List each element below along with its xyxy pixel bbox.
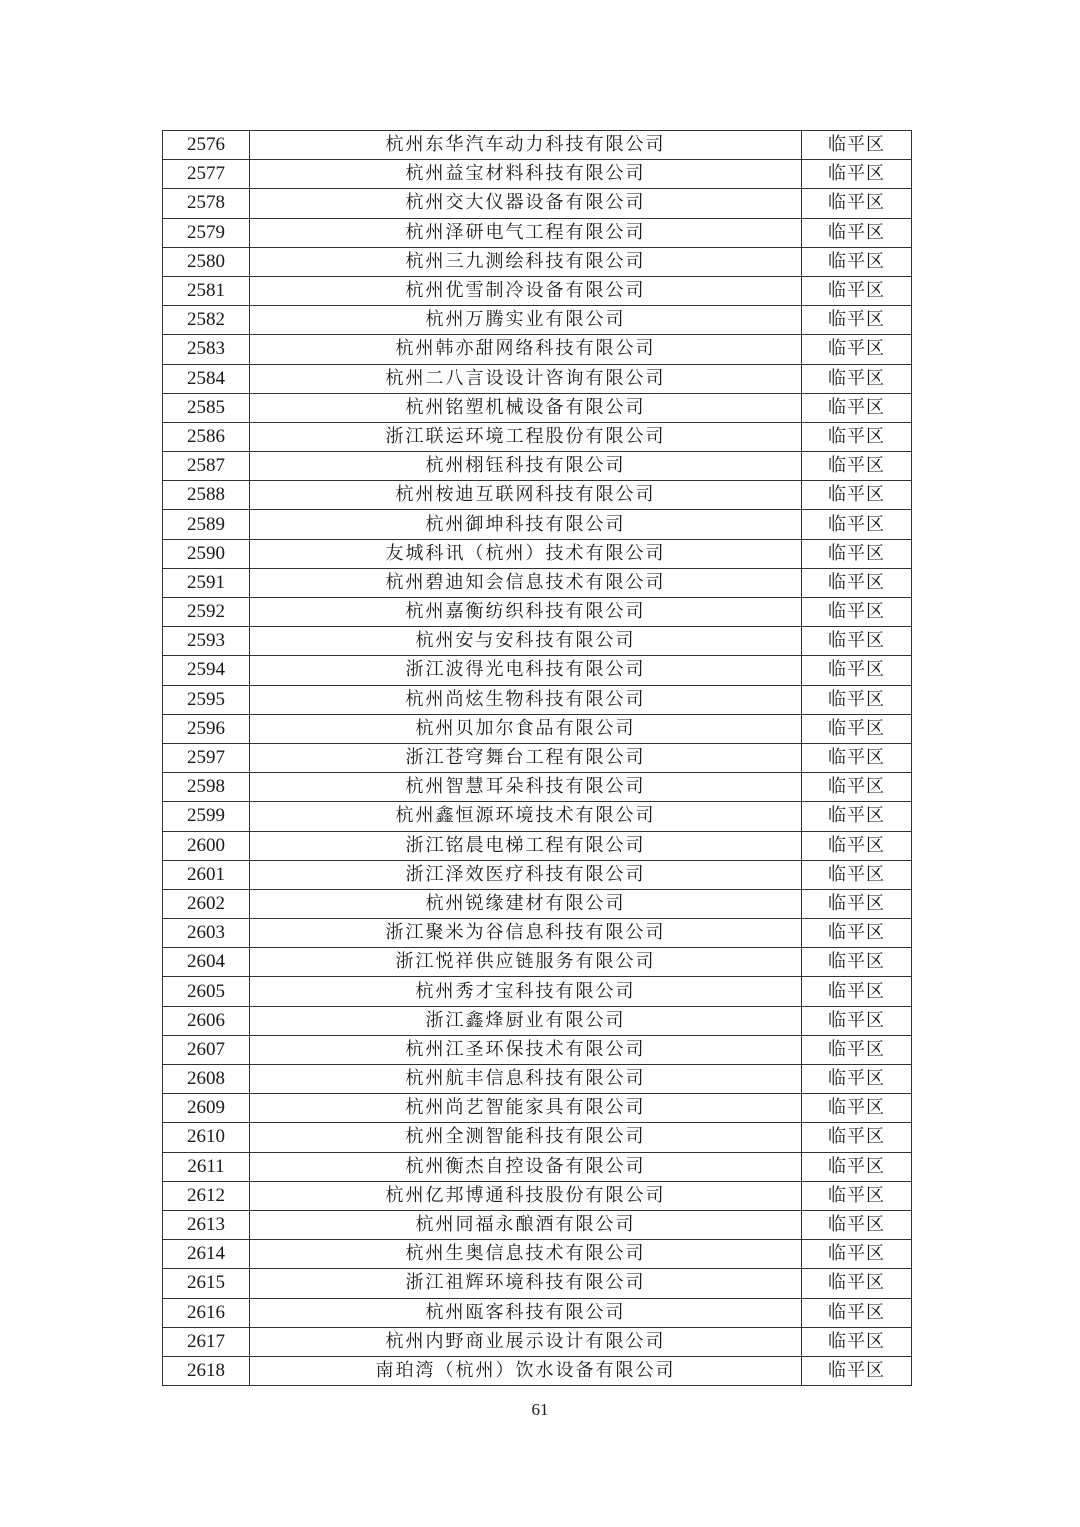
- table-row: [163, 1181, 912, 1210]
- table-row: [163, 1210, 912, 1239]
- district-name: 临平区: [802, 1065, 912, 1094]
- row-number: 2604: [163, 948, 250, 977]
- company-name: 杭州航丰信息科技有限公司: [250, 1065, 802, 1094]
- row-number: 2596: [163, 714, 250, 743]
- table-row: [163, 452, 912, 481]
- company-name: 杭州鑫恒源环境技术有限公司: [250, 802, 802, 831]
- district-name: 临平区: [802, 919, 912, 948]
- table-row: [163, 306, 912, 335]
- row-number: 2584: [163, 364, 250, 393]
- table-row: [163, 335, 912, 364]
- row-number: 2590: [163, 539, 250, 568]
- district-name: 临平区: [802, 1210, 912, 1239]
- district-name: 临平区: [802, 1298, 912, 1327]
- company-list-table: [162, 130, 912, 1386]
- company-name: 杭州铭塑机械设备有限公司: [250, 393, 802, 422]
- table-row: [163, 1152, 912, 1181]
- district-name: 临平区: [802, 656, 912, 685]
- table-row: [163, 948, 912, 977]
- table-row: [163, 189, 912, 218]
- row-number: 2612: [163, 1181, 250, 1210]
- company-name: 杭州栩钰科技有限公司: [250, 452, 802, 481]
- row-number: 2598: [163, 773, 250, 802]
- district-name: 临平区: [802, 627, 912, 656]
- table-row: [163, 656, 912, 685]
- table-row: [163, 889, 912, 918]
- company-name: 杭州江圣环保技术有限公司: [250, 1035, 802, 1064]
- company-name: 杭州瓯客科技有限公司: [250, 1298, 802, 1327]
- row-number: 2592: [163, 598, 250, 627]
- district-name: 临平区: [802, 1094, 912, 1123]
- company-name: 杭州优雪制冷设备有限公司: [250, 276, 802, 305]
- district-name: 临平区: [802, 393, 912, 422]
- table-row: [163, 276, 912, 305]
- company-name: 杭州御坤科技有限公司: [250, 510, 802, 539]
- table-row: [163, 422, 912, 451]
- row-number: 2578: [163, 189, 250, 218]
- district-name: 临平区: [802, 1006, 912, 1035]
- company-name: 浙江泽效医疗科技有限公司: [250, 860, 802, 889]
- district-name: 临平区: [802, 422, 912, 451]
- row-number: 2606: [163, 1006, 250, 1035]
- table-row: [163, 598, 912, 627]
- company-name: 杭州安与安科技有限公司: [250, 627, 802, 656]
- company-name: 杭州亿邦博通科技股份有限公司: [250, 1181, 802, 1210]
- company-name: 杭州益宝材料科技有限公司: [250, 160, 802, 189]
- table-row: [163, 831, 912, 860]
- district-name: 临平区: [802, 860, 912, 889]
- table-row: [163, 627, 912, 656]
- company-list-body: [163, 131, 912, 1386]
- company-name: 浙江苍穹舞台工程有限公司: [250, 743, 802, 772]
- row-number: 2594: [163, 656, 250, 685]
- row-number: 2610: [163, 1123, 250, 1152]
- district-name: 临平区: [802, 1327, 912, 1356]
- district-name: 临平区: [802, 364, 912, 393]
- district-name: 临平区: [802, 160, 912, 189]
- table-row: [163, 364, 912, 393]
- table-row: [163, 977, 912, 1006]
- row-number: 2614: [163, 1240, 250, 1269]
- district-name: 临平区: [802, 1356, 912, 1385]
- row-number: 2588: [163, 481, 250, 510]
- company-name: 杭州生奥信息技术有限公司: [250, 1240, 802, 1269]
- row-number: 2579: [163, 218, 250, 247]
- district-name: 临平区: [802, 1240, 912, 1269]
- row-number: 2597: [163, 743, 250, 772]
- company-name: 杭州智慧耳朵科技有限公司: [250, 773, 802, 802]
- company-name: 杭州二八言设设计咨询有限公司: [250, 364, 802, 393]
- table-row: [163, 1269, 912, 1298]
- company-name: 浙江波得光电科技有限公司: [250, 656, 802, 685]
- district-name: 临平区: [802, 1152, 912, 1181]
- table-row: [163, 568, 912, 597]
- row-number: 2599: [163, 802, 250, 831]
- district-name: 临平区: [802, 1181, 912, 1210]
- company-name: 杭州锐缘建材有限公司: [250, 889, 802, 918]
- district-name: 临平区: [802, 452, 912, 481]
- company-name: 杭州东华汽车动力科技有限公司: [250, 131, 802, 160]
- company-name: 杭州尚炫生物科技有限公司: [250, 685, 802, 714]
- row-number: 2611: [163, 1152, 250, 1181]
- district-name: 临平区: [802, 743, 912, 772]
- row-number: 2595: [163, 685, 250, 714]
- company-name: 杭州碧迪知会信息技术有限公司: [250, 568, 802, 597]
- table-row: [163, 393, 912, 422]
- row-number: 2605: [163, 977, 250, 1006]
- company-name: 浙江聚米为谷信息科技有限公司: [250, 919, 802, 948]
- table-row: [163, 160, 912, 189]
- district-name: 临平区: [802, 247, 912, 276]
- company-name: 杭州嘉衡纺织科技有限公司: [250, 598, 802, 627]
- district-name: 临平区: [802, 714, 912, 743]
- table-row: [163, 510, 912, 539]
- table-row: [163, 685, 912, 714]
- company-name: 杭州衡杰自控设备有限公司: [250, 1152, 802, 1181]
- district-name: 临平区: [802, 977, 912, 1006]
- company-name: 杭州泽研电气工程有限公司: [250, 218, 802, 247]
- company-name: 浙江联运环境工程股份有限公司: [250, 422, 802, 451]
- company-name: 南珀湾（杭州）饮水设备有限公司: [250, 1356, 802, 1385]
- row-number: 2613: [163, 1210, 250, 1239]
- district-name: 临平区: [802, 539, 912, 568]
- table-row: [163, 1298, 912, 1327]
- company-name: 杭州韩亦甜网络科技有限公司: [250, 335, 802, 364]
- company-name: 浙江铭晨电梯工程有限公司: [250, 831, 802, 860]
- row-number: 2603: [163, 919, 250, 948]
- row-number: 2581: [163, 276, 250, 305]
- district-name: 临平区: [802, 598, 912, 627]
- company-name: 杭州同福永酿酒有限公司: [250, 1210, 802, 1239]
- district-name: 临平区: [802, 189, 912, 218]
- district-name: 临平区: [802, 218, 912, 247]
- company-name: 杭州秀才宝科技有限公司: [250, 977, 802, 1006]
- row-number: 2616: [163, 1298, 250, 1327]
- table-row: [163, 481, 912, 510]
- company-name: 杭州全测智能科技有限公司: [250, 1123, 802, 1152]
- table-row: [163, 247, 912, 276]
- table-row: [163, 1006, 912, 1035]
- row-number: 2602: [163, 889, 250, 918]
- row-number: 2577: [163, 160, 250, 189]
- district-name: 临平区: [802, 481, 912, 510]
- page-number: 61: [531, 1400, 549, 1419]
- row-number: 2609: [163, 1094, 250, 1123]
- table-row: [163, 131, 912, 160]
- company-name: 杭州万腾实业有限公司: [250, 306, 802, 335]
- row-number: 2617: [163, 1327, 250, 1356]
- table-row: [163, 539, 912, 568]
- row-number: 2586: [163, 422, 250, 451]
- table-row: [163, 919, 912, 948]
- district-name: 临平区: [802, 948, 912, 977]
- company-name: 杭州贝加尔食品有限公司: [250, 714, 802, 743]
- table-row: [163, 860, 912, 889]
- district-name: 临平区: [802, 306, 912, 335]
- row-number: 2583: [163, 335, 250, 364]
- row-number: 2591: [163, 568, 250, 597]
- table-row: [163, 1327, 912, 1356]
- row-number: 2587: [163, 452, 250, 481]
- company-name: 浙江鑫烽厨业有限公司: [250, 1006, 802, 1035]
- table-row: [163, 1065, 912, 1094]
- table-row: [163, 1094, 912, 1123]
- district-name: 临平区: [802, 510, 912, 539]
- company-name: 友城科讯（杭州）技术有限公司: [250, 539, 802, 568]
- table-row: [163, 218, 912, 247]
- table-row: [163, 714, 912, 743]
- table-row: [163, 743, 912, 772]
- row-number: 2585: [163, 393, 250, 422]
- table-row: [163, 1123, 912, 1152]
- row-number: 2601: [163, 860, 250, 889]
- row-number: 2618: [163, 1356, 250, 1385]
- district-name: 临平区: [802, 802, 912, 831]
- row-number: 2600: [163, 831, 250, 860]
- row-number: 2589: [163, 510, 250, 539]
- district-name: 临平区: [802, 831, 912, 860]
- company-name: 杭州交大仪器设备有限公司: [250, 189, 802, 218]
- row-number: 2582: [163, 306, 250, 335]
- district-name: 临平区: [802, 131, 912, 160]
- company-name: 杭州内野商业展示设计有限公司: [250, 1327, 802, 1356]
- table-row: [163, 1356, 912, 1385]
- company-name: 浙江悦祥供应链服务有限公司: [250, 948, 802, 977]
- row-number: 2615: [163, 1269, 250, 1298]
- company-name: 浙江祖辉环境科技有限公司: [250, 1269, 802, 1298]
- table-row: [163, 1240, 912, 1269]
- row-number: 2608: [163, 1065, 250, 1094]
- table-row: [163, 802, 912, 831]
- table-row: [163, 773, 912, 802]
- row-number: 2576: [163, 131, 250, 160]
- company-name: 杭州桉迪互联网科技有限公司: [250, 481, 802, 510]
- district-name: 临平区: [802, 1035, 912, 1064]
- district-name: 临平区: [802, 276, 912, 305]
- district-name: 临平区: [802, 1123, 912, 1152]
- row-number: 2593: [163, 627, 250, 656]
- district-name: 临平区: [802, 1269, 912, 1298]
- district-name: 临平区: [802, 685, 912, 714]
- company-name: 杭州三九测绘科技有限公司: [250, 247, 802, 276]
- row-number: 2607: [163, 1035, 250, 1064]
- district-name: 临平区: [802, 889, 912, 918]
- district-name: 临平区: [802, 335, 912, 364]
- district-name: 临平区: [802, 773, 912, 802]
- district-name: 临平区: [802, 568, 912, 597]
- table-row: [163, 1035, 912, 1064]
- company-name: 杭州尚艺智能家具有限公司: [250, 1094, 802, 1123]
- row-number: 2580: [163, 247, 250, 276]
